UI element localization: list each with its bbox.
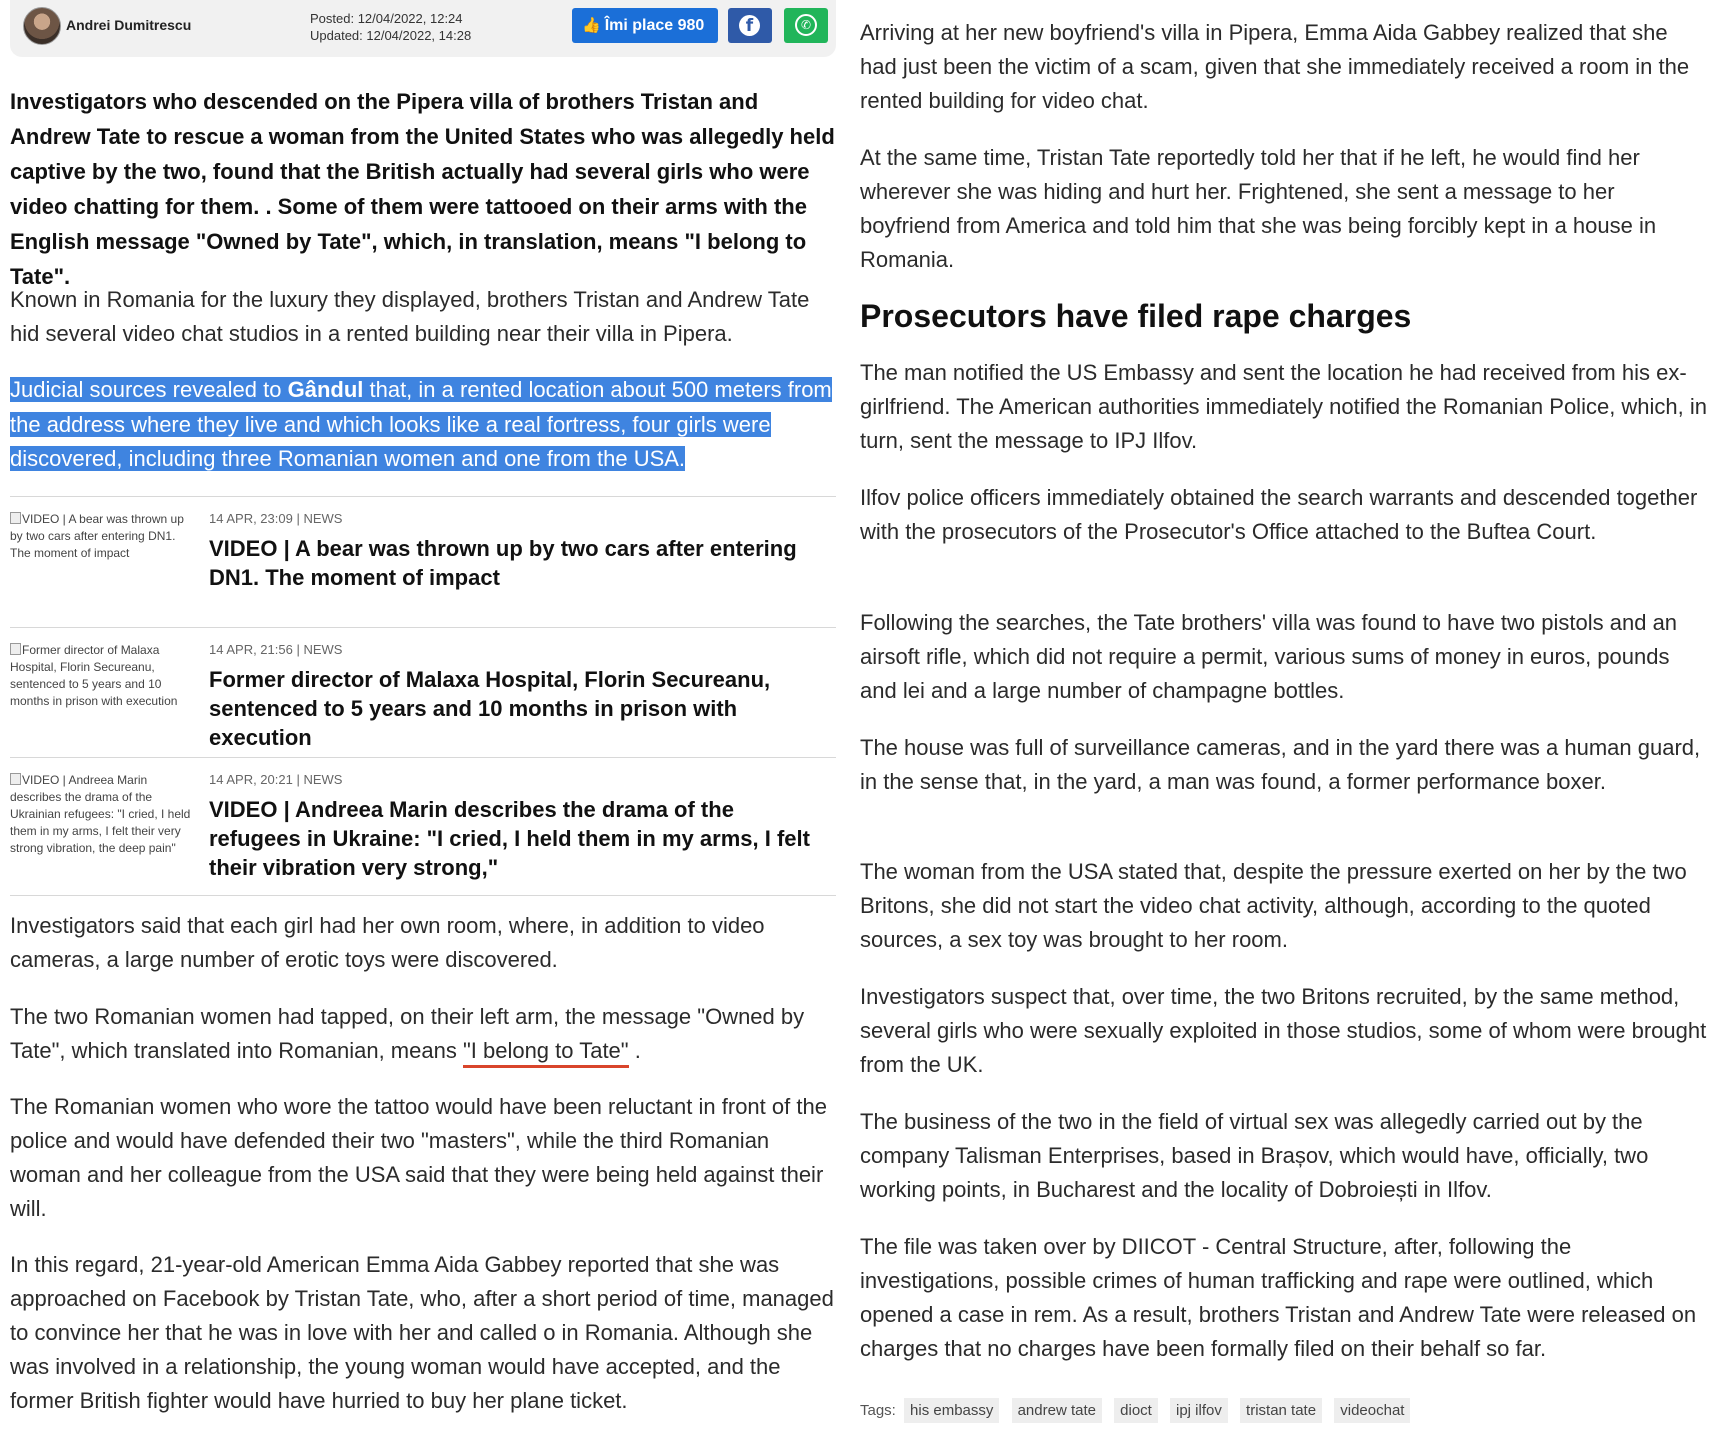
article-paragraph: The file was taken over by DIICOT - Central Structure, after, following the investigations, possible crimes of human trafficking and rape were outlined, which opened a case in rem. As a result, brothers Tristan and Andrew Tate were released on charges that no charges have been formally filed on their behalf so far.	[860, 1234, 1697, 1361]
author-avatar[interactable]	[23, 7, 61, 45]
article-paragraph: Arriving at her new boyfriend's villa in Pipera, Emma Aida Gabbey realized that she had just been the victim of a scam, given that she immediately received a room in the rented building for video chat.	[860, 20, 1690, 113]
related-thumbnail[interactable]	[10, 772, 195, 857]
thumbs-up-icon: 👍	[582, 17, 601, 34]
facebook-share-button[interactable]	[728, 8, 772, 43]
selected-text-part: that, in a rented location about 500 meters from the address where they live and which looks like a real fortress, four girls were discovered, including three Romanian women and one from the USA.	[10, 377, 832, 471]
whatsapp-share-button[interactable]	[784, 8, 828, 43]
tag-videochat[interactable]: videochat	[1334, 1398, 1410, 1423]
article-paragraph: In this regard, 21-year-old American Emma Aida Gabbey reported that she was approached on Facebook by Tristan Tate, who, after a short period of time, managed to convince her that he was in love with her and called o in Romania. Although she was involved in a relationship, the young woman would have accepted, and the former British fighter would have hurried to buy her plane ticket.	[10, 1252, 834, 1413]
article-paragraph: The woman from the USA stated that, despite the pressure exerted on her by the two Britons, she did not start the video chat activity, although, according to the quoted sources, a sex toy was brought to her room.	[860, 859, 1687, 952]
article-paragraph: The business of the two in the field of virtual sex was allegedly carried out by the company Talisman Enterprises, based in Brașov, which would have, officially, two working points, in Bucharest and the locality of Dobroiești in Ilfov.	[860, 1109, 1649, 1202]
broken-image-icon	[10, 773, 21, 785]
related-meta: 14 APR, 21:56 | NEWS	[209, 642, 343, 657]
article-paragraph: The house was full of surveillance cameras, and in the yard there was a human guard, in the sense that, in the yard, a man was found, a former performance boxer.	[860, 735, 1701, 794]
facebook-icon: f	[739, 15, 760, 36]
selected-paragraph	[10, 373, 840, 477]
article-paragraph: Investigators suspect that, over time, the two Britons recruited, by the same method, several girls who were sexually exploited in those studios, some of whom were brought from the UK.	[860, 984, 1707, 1077]
tags-row	[860, 1398, 1418, 1423]
related-article[interactable]	[10, 627, 836, 757]
whatsapp-icon: ✆	[795, 14, 817, 36]
broken-image-icon	[10, 512, 21, 524]
thumbnail-alt-text: Former director of Malaxa Hospital, Florin Secureanu, sentenced to 5 years and 10 months in prison with execution	[10, 643, 178, 708]
tag-dioct[interactable]: dioct	[1114, 1398, 1158, 1423]
thumbnail-alt-text: VIDEO | Andreea Marin describes the drama of the Ukrainian refugees: "I cried, I held them in my arms, I felt their very strong vibration, the deep pain"	[10, 773, 191, 855]
article-paragraph: The man notified the US Embassy and sent the location he had received from his ex-girlfriend. The American authorities immediately notified the Romanian Police, which, in turn, sent the message to IPJ Ilfov.	[860, 360, 1708, 453]
paragraph-text: The two Romanian women had tapped, on their left arm, the message "Owned by Tate", which translated into Romanian, means	[10, 1004, 805, 1063]
related-divider	[10, 895, 836, 896]
article-paragraph: At the same time, Tristan Tate reportedly told her that if he left, he would find her wherever she was hiding and hurt her. Frightened, she sent a message to her boyfriend from America and told him that she was being forcibly kept in a house in Romania.	[860, 145, 1657, 272]
tags-label: Tags:	[860, 1402, 896, 1419]
author-bar	[10, 0, 836, 57]
selected-text	[10, 377, 832, 471]
related-meta: 14 APR, 23:09 | NEWS	[209, 511, 343, 526]
like-button-label: Îmi place 980	[604, 17, 705, 34]
source-name: Gândul	[287, 377, 364, 402]
article-paragraph: Known in Romania for the luxury they displayed, brothers Tristan and Andrew Tate hid several video chat studios in a rented building near their villa in Pipera.	[10, 287, 810, 346]
related-title-link[interactable]: VIDEO | Andreea Marin describes the drama of the refugees in Ukraine: "I cried, I held them in my arms, I felt their vibration very strong,"	[209, 797, 810, 880]
article-paragraph: Following the searches, the Tate brothers' villa was found to have two pistols and an airsoft rifle, which did not require a permit, various sums of money in euros, pounds and lei and a large number of champagne bottles.	[860, 610, 1678, 703]
related-article[interactable]	[10, 757, 836, 895]
paragraph-text: .	[628, 1038, 641, 1063]
article-lead: Investigators who descended on the Pipera villa of brothers Tristan and Andrew Tate to rescue a woman from the United States who was allegedly held captive by the two, found that the British actually had several girls who were video chatting for them. . Some of them were tattooed on their arms with the English message "Owned by Tate", which, in translation, means "I belong to Tate".	[10, 89, 835, 289]
related-title-link[interactable]: Former director of Malaxa Hospital, Florin Secureanu, sentenced to 5 years and 10 months in prison with execution	[209, 667, 771, 750]
selected-text-part: Judicial sources revealed to	[10, 377, 288, 402]
tag-ipj-ilfov[interactable]: ipj ilfov	[1170, 1398, 1228, 1423]
related-thumbnail[interactable]	[10, 511, 195, 562]
updated-date: Updated: 12/04/2022, 14:28	[310, 28, 472, 43]
article-paragraph: Ilfov police officers immediately obtained the search warrants and descended together with the prosecutors of the Prosecutor's Office attached to the Buftea Court.	[860, 485, 1698, 544]
article-paragraph	[10, 1000, 840, 1068]
related-meta: 14 APR, 20:21 | NEWS	[209, 772, 343, 787]
broken-image-icon	[10, 643, 21, 655]
article-paragraph: Investigators said that each girl had her own room, where, in addition to video cameras, a large number of erotic toys were discovered.	[10, 913, 765, 972]
related-title-link[interactable]: VIDEO | A bear was thrown up by two cars after entering DN1. The moment of impact	[209, 536, 797, 590]
tag-tristan-tate[interactable]: tristan tate	[1240, 1398, 1322, 1423]
author-name[interactable]: Andrei Dumitrescu	[66, 17, 192, 33]
tag-andrew-tate[interactable]: andrew tate	[1012, 1398, 1102, 1423]
section-heading: Prosecutors have filed rape charges	[860, 298, 1412, 334]
tag-his-embassy[interactable]: his embassy	[904, 1398, 999, 1423]
related-article[interactable]	[10, 496, 836, 627]
posted-date: Posted: 12/04/2022, 12:24	[310, 11, 463, 26]
related-thumbnail[interactable]	[10, 642, 195, 710]
inline-link[interactable]: "I belong to Tate"	[463, 1038, 629, 1068]
like-button[interactable]	[572, 8, 718, 43]
thumbnail-alt-text: VIDEO | A bear was thrown up by two cars after entering DN1. The moment of impact	[10, 512, 184, 560]
article-paragraph: The Romanian women who wore the tattoo would have been reluctant in front of the police and would have defended their two "masters", while the third Romanian woman and her colleague from the USA said that they were being held against their will.	[10, 1094, 827, 1221]
publish-dates	[310, 10, 471, 44]
